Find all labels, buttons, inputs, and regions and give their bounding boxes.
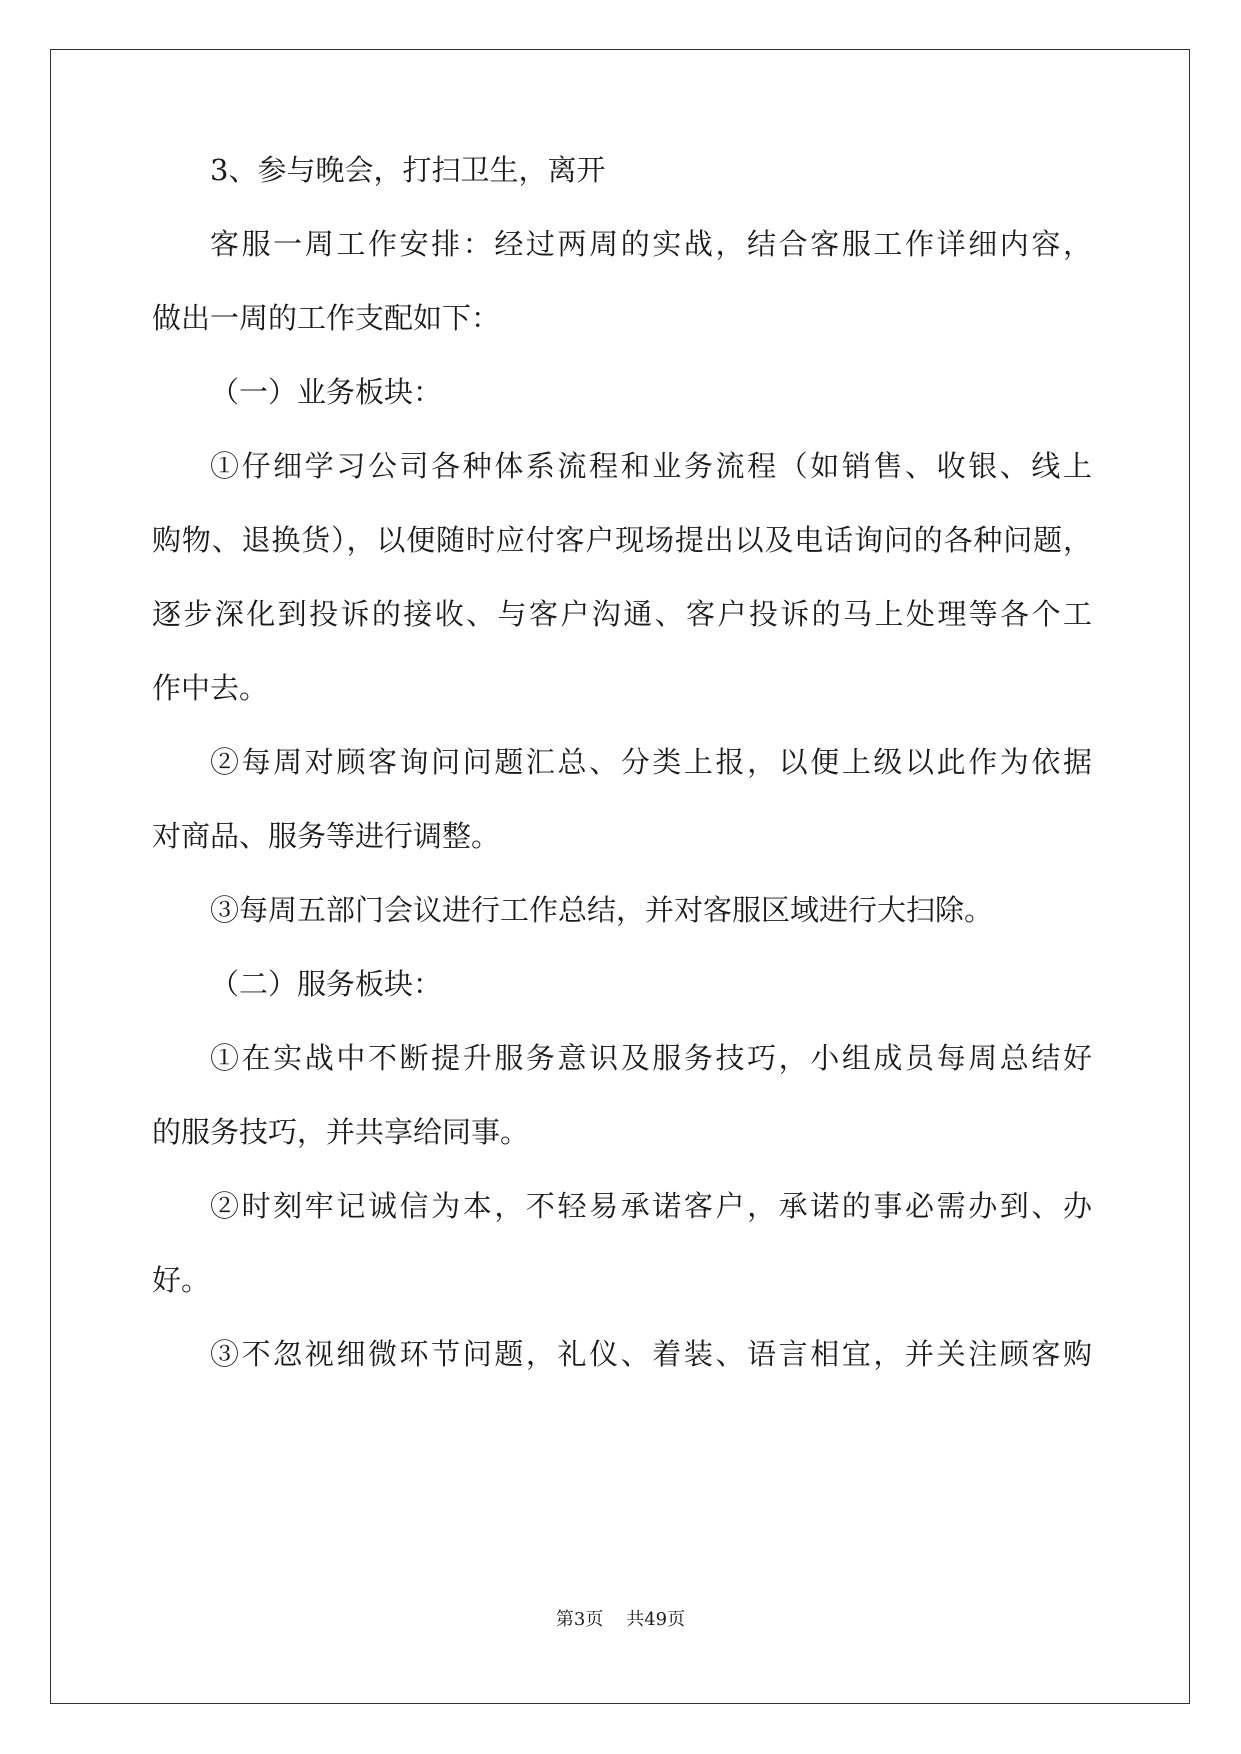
paragraph-line: ②每周对顾客询问问题汇总、分类上报，以便上级以此作为依据 xyxy=(210,745,1092,779)
paragraph-line: ①仔细学习公司各种体系流程和业务流程（如销售、收银、线上 xyxy=(210,449,1092,483)
paragraph-line: 做出一周的工作支配如下： xyxy=(152,301,501,335)
paragraph-line: 购物、退换货），以便随时应付客户现场提出以及电话询问的各种问题， xyxy=(152,523,1092,557)
paragraph-line: ③每周五部门会议进行工作总结，并对客服区域进行大扫除。 xyxy=(210,893,994,927)
paragraph-line: 客服一周工作安排：经过两周的实战，结合客服工作详细内容， xyxy=(210,227,1092,261)
paragraph-line: 的服务技巧，并共享给同事。 xyxy=(152,1115,530,1149)
paragraph-line: ②时刻牢记诚信为本，不轻易承诺客户，承诺的事必需办到、办 xyxy=(210,1189,1092,1223)
page-footer xyxy=(0,1609,1241,1631)
current-page-number: 3 xyxy=(573,1609,586,1630)
paragraph-line: 对商品、服务等进行调整。 xyxy=(152,819,501,853)
paragraph-line: ①在实战中不断提升服务意识及服务技巧，小组成员每周总结好 xyxy=(210,1041,1092,1075)
page-label-prefix: 第 xyxy=(555,1609,574,1630)
total-label-prefix: 共 xyxy=(626,1609,645,1630)
paragraph-line: 作中去。 xyxy=(152,671,269,705)
total-label-suffix: 页 xyxy=(667,1609,686,1630)
section-heading: （一）业务板块： xyxy=(210,375,443,409)
section-heading: （二）服务板块： xyxy=(210,967,443,1001)
paragraph-line: 好。 xyxy=(152,1263,211,1297)
paragraph-line: ③不忽视细微环节问题，礼仪、着装、语言相宜，并关注顾客购 xyxy=(210,1337,1092,1371)
page-border xyxy=(50,49,1190,1704)
paragraph-line: 3、参与晚会，打扫卫生，离开 xyxy=(210,153,606,187)
total-page-count: 49 xyxy=(644,1609,668,1630)
paragraph-line: 逐步深化到投诉的接收、与客户沟通、客户投诉的马上处理等各个工 xyxy=(152,597,1092,631)
page-label-suffix: 页 xyxy=(585,1609,604,1630)
